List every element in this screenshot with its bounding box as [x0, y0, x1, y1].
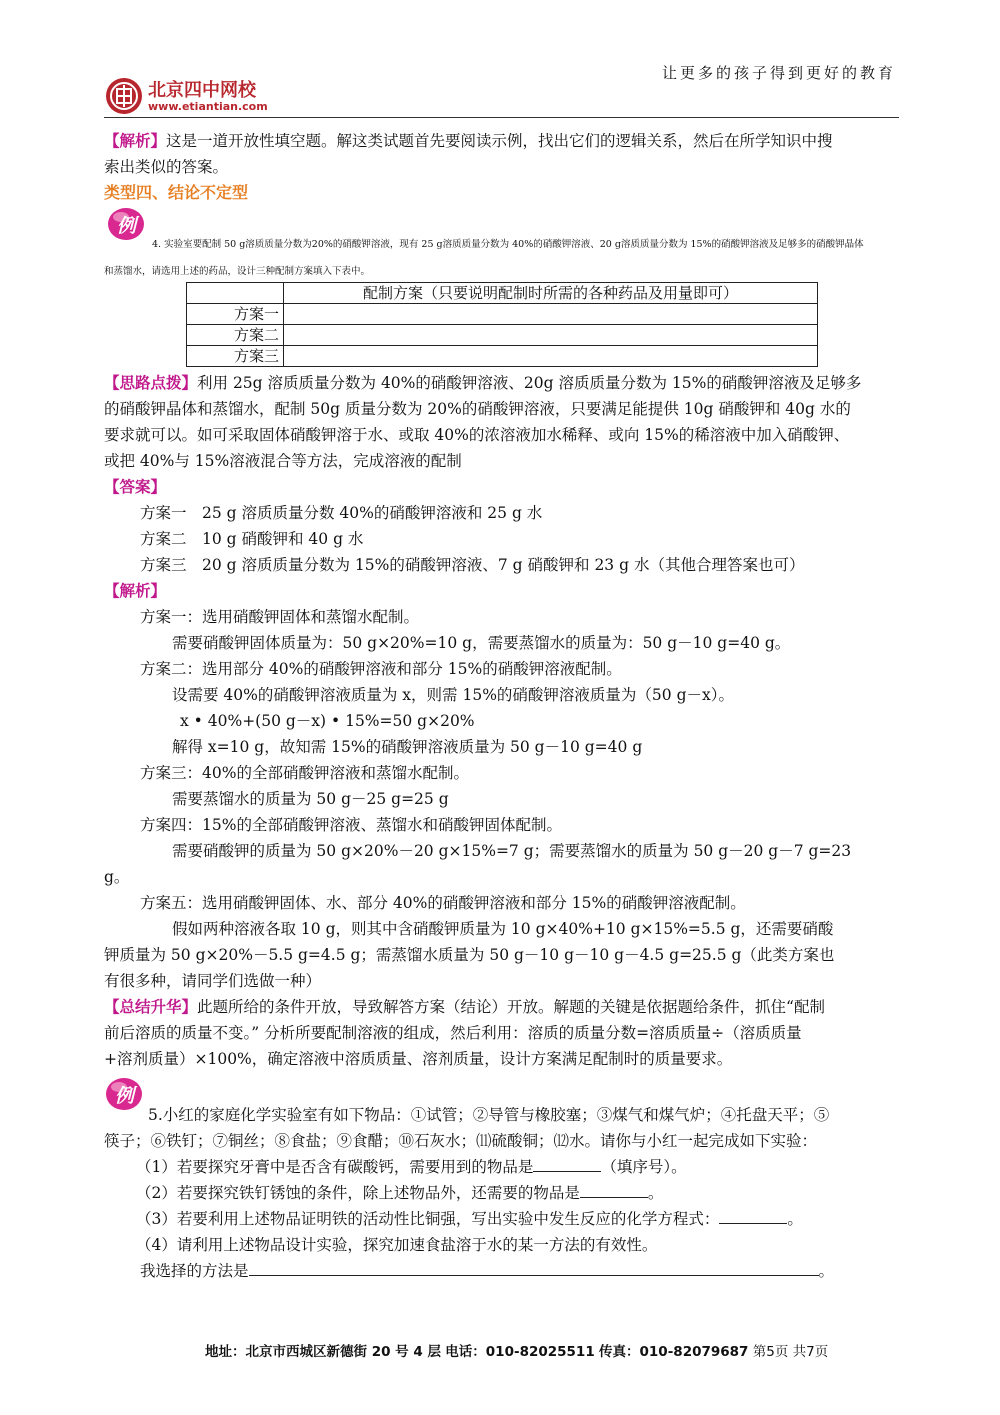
analysis-line: 需要硝酸钾固体质量为：50 g×20%=10 g，需要蒸馏水的质量为：50 g－10 g=40 g。 [172, 634, 791, 652]
q5-line-1: 5.小红的家庭化学实验室有如下物品：①试管；②导管与橡胶塞；③煤气和煤气炉；④托盘天平；⑤ [148, 1106, 830, 1124]
q5-sub-4: （4）请利用上述物品设计实验，探究加速食盐溶于水的某一方法的有效性。 [136, 1236, 658, 1254]
intro-line-2: 索出类似的答案。 [104, 158, 229, 176]
answer-blank[interactable] [533, 1171, 601, 1172]
q5-sub-2-text: （2）若要探究铁钉锈蚀的条件，除上述物品外，还需要的物品是 [136, 1184, 580, 1202]
intro-line-1 [104, 128, 833, 154]
footer-address-label: 地址： [205, 1344, 246, 1360]
analysis-line: 假如两种溶液各取 10 g，则其中含硝酸钾质量为 10 g×40%+10 g×15%=5.5 g，还需要硝酸 [172, 920, 834, 938]
answer-plan-2: 方案二 10 g 硝酸钾和 40 g 水 [140, 530, 364, 548]
q5-sub-2-tail: 。 [647, 1184, 664, 1202]
table-row-label: 方案三 [187, 346, 284, 367]
q5-sub-5 [140, 1258, 834, 1284]
q5-sub-5-tail: 。 [818, 1262, 835, 1280]
table-cell [284, 304, 818, 325]
answer-blank[interactable] [249, 1275, 819, 1276]
footer-phone: 010-82025511 [485, 1344, 595, 1360]
summary-tag: 【总结升华】 [104, 997, 198, 1016]
q5-line-2: 筷子；⑥铁钉；⑦铜丝；⑧食盐；⑨食醋；⑩石灰水；⑾硫酸铜；⑿水。请你与小红一起完成如下实验： [104, 1132, 818, 1150]
table-row-label: 方案二 [187, 325, 284, 346]
analysis-line: 需要硝酸钾的质量为 50 g×20%－20 g×15%=7 g；需要蒸馏水的质量为 50 g－20 g－7 g=23 [172, 842, 852, 860]
analysis-line: 方案二：选用部分 40%的硝酸钾溶液和部分 15%的硝酸钾溶液配制。 [140, 660, 622, 678]
logo-emblem-icon [104, 76, 144, 116]
hint-line-2: 的硝酸钾晶体和蒸馏水，配制 50g 质量分数为 20%的硝酸钾溶液，只要满足能提供 10g 硝酸钾和 40g 水的 [104, 400, 851, 418]
answer-blank[interactable] [719, 1223, 787, 1224]
analysis-line: 需要蒸馏水的质量为 50 g－25 g=25 g [172, 790, 449, 808]
summary-line-1 [104, 994, 825, 1020]
analysis-line: 有很多种，请同学们选做一种） [104, 972, 322, 990]
q5-sub-2 [136, 1180, 663, 1206]
analysis-line: 方案三：40%的全部硝酸钾溶液和蒸馏水配制。 [140, 764, 469, 782]
analysis-line: 方案一：选用硝酸钾固体和蒸馏水配制。 [140, 608, 420, 626]
footer-fax-label: 传真： [599, 1344, 640, 1360]
example-badge [104, 1076, 146, 1112]
q5-sub-3 [136, 1206, 803, 1232]
q5-sub-5-text: 我选择的方法是 [140, 1262, 249, 1280]
summary-text: 此题所给的条件开放，导致解答方案（结论）开放。解题的关键是依据题给条件，抓住“配制 [197, 998, 825, 1016]
answer-plan-1: 方案一 25 g 溶质质量分数 40%的硝酸钾溶液和 25 g 水 [140, 504, 543, 522]
footer-page-number: 第5页 [752, 1344, 789, 1360]
table-row [187, 283, 818, 304]
logo-title: 北京四中网校 [148, 80, 256, 101]
hint-line-1 [104, 370, 861, 396]
hint-text: 利用 25g 溶质质量分数为 40%的硝酸钾溶液、20g 溶质质量分数为 15%的硝酸钾溶液及足够多 [197, 374, 862, 392]
logo-url: www.etiantian.com [148, 100, 268, 113]
analysis-line: 方案四：15%的全部硝酸钾溶液、蒸馏水和硝酸钾固体配制。 [140, 816, 562, 834]
example-badge-label: 例 [115, 1085, 135, 1107]
table-cell [284, 325, 818, 346]
footer-phone-label: 电话： [445, 1344, 486, 1360]
table-row [187, 325, 818, 346]
analysis-tag: 【解析】 [104, 581, 167, 600]
summary-line-3: +溶剂质量）×100%，确定溶液中溶质质量、溶剂质量，设计方案满足配制时的质量要求。 [104, 1050, 733, 1068]
intro-text: 这是一道开放性填空题。解这类试题首先要阅读示例，找出它们的逻辑关系，然后在所学知识中搜 [166, 132, 833, 150]
footer-address: 北京市西城区新德街 20 号 4 层 [245, 1344, 441, 1360]
header-slogan: 让更多的孩子得到更好的教育 [661, 64, 896, 82]
table-header-cell: 配制方案（只要说明配制时所需的各种药品及用量即可） [284, 283, 818, 304]
answer-blank[interactable] [580, 1197, 648, 1198]
hint-line-3: 要求就可以。如可采取固体硝酸钾溶于水、或取 40%的浓溶液加水稀释、或向 15%的稀溶液中加入硝酸钾、 [104, 426, 850, 444]
table-row-label: 方案一 [187, 304, 284, 325]
summary-line-2: 前后溶质的质量不变。” 分析所要配制溶液的组成，然后利用：溶质的质量分数=溶质质量÷（溶质质量 [104, 1024, 802, 1042]
example-badge [106, 206, 148, 242]
analysis-line: x • 40%+(50 g－x) • 15%=50 g×20% [180, 712, 475, 730]
q5-sub-3-text: （3）若要利用上述物品证明铁的活动性比铜强，写出实验中发生反应的化学方程式： [136, 1210, 720, 1228]
analysis-tag: 【解析】 [104, 131, 167, 150]
footer-page-total: 共7页 [792, 1344, 829, 1360]
q4-line-1: 4. 实验室要配制 50 g溶质质量分数为20%的硝酸钾溶液，现有 25 g溶质质量分数为 40%的硝酸钾溶液、20 g溶质质量分数为 15%的硝酸钾溶液及足够多的硝酸钾晶体 [152, 239, 864, 250]
hint-tag: 【思路点拨】 [104, 373, 198, 392]
answer-tag: 【答案】 [104, 477, 167, 496]
q5-sub-1-text: （1）若要探究牙膏中是否含有碳酸钙，需要用到的物品是 [136, 1158, 534, 1176]
analysis-line: 方案五：选用硝酸钾固体、水、部分 40%的硝酸钾溶液和部分 15%的硝酸钾溶液配制。 [140, 894, 746, 912]
analysis-line: 钾质量为 50 g×20%－5.5 g=4.5 g；需蒸馏水质量为 50 g－10 g－10 g－4.5 g=25.5 g（此类方案也 [104, 946, 835, 964]
page-footer [205, 1340, 828, 1360]
answer-plan-3: 方案三 20 g 溶质质量分数为 15%的硝酸钾溶液、7 g 硝酸钾和 23 g 水（其他合理答案也可） [140, 556, 805, 574]
q5-sub-1 [136, 1154, 687, 1180]
table-cell [187, 283, 284, 304]
analysis-line: g。 [104, 868, 130, 886]
header-divider [104, 117, 899, 118]
table-cell [284, 346, 818, 367]
footer-fax: 010-82079687 [639, 1344, 749, 1360]
q5-sub-3-tail: 。 [787, 1210, 803, 1228]
analysis-line: 设需要 40%的硝酸钾溶液质量为 x，则需 15%的硝酸钾溶液质量为（50 g－x）。 [172, 686, 734, 704]
table-row [187, 346, 818, 367]
section-title: 类型四、结论不定型 [104, 183, 249, 202]
q5-sub-1-tail: （填序号）。 [601, 1158, 687, 1176]
table-row [187, 304, 818, 325]
q4-line-2: 和蒸馏水，请选用上述的药品，设计三种配制方案填入下表中。 [104, 266, 371, 277]
analysis-line: 解得 x=10 g，故知需 15%的硝酸钾溶液质量为 50 g－10 g=40 g [172, 738, 643, 756]
plan-table [186, 282, 818, 367]
example-badge-label: 例 [117, 215, 137, 237]
hint-line-4: 或把 40%与 15%溶液混合等方法，完成溶液的配制 [104, 452, 462, 470]
